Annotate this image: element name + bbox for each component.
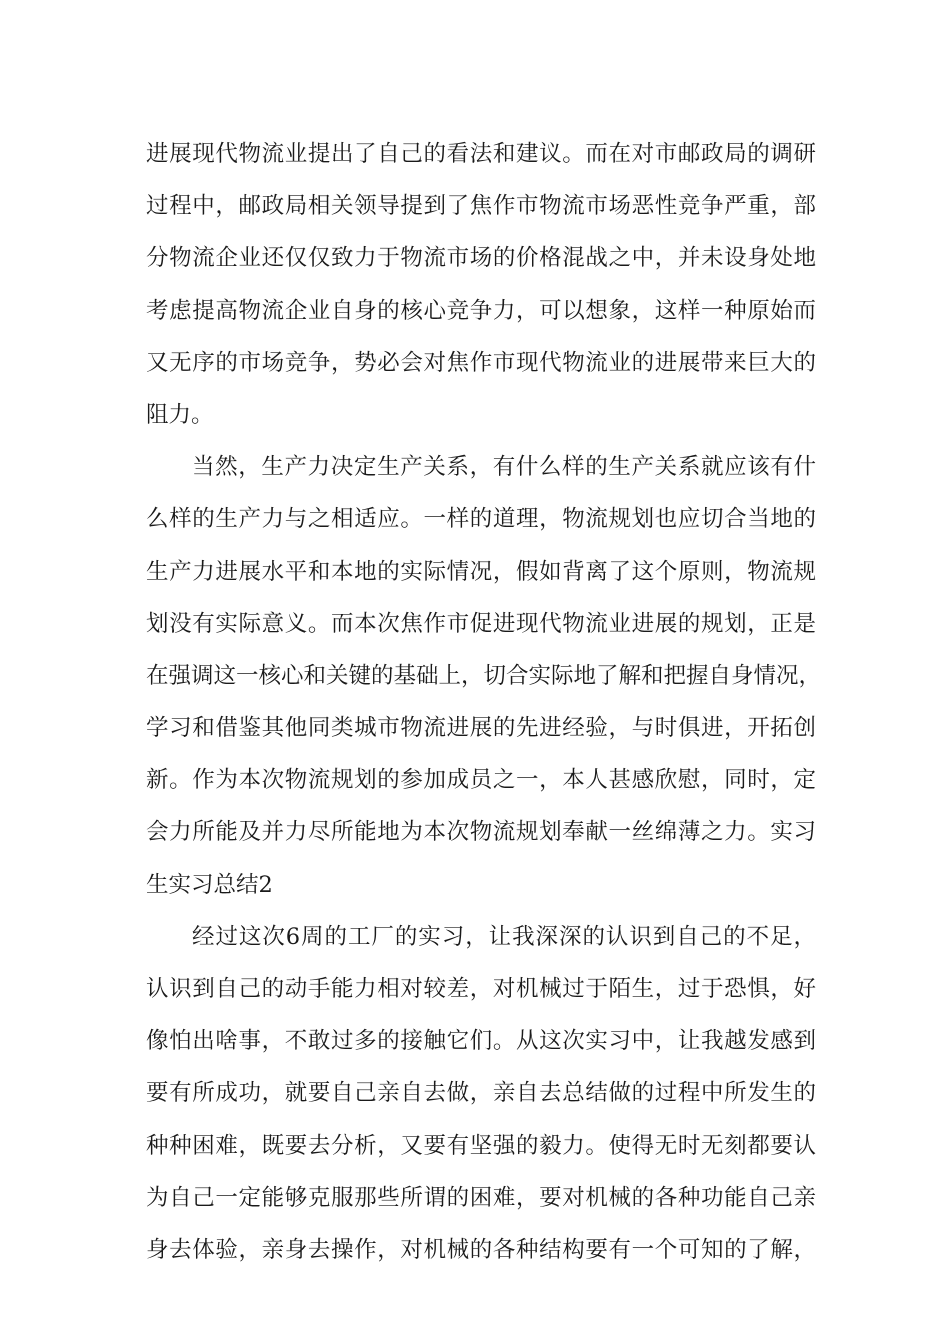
text-line: 过程中，邮政局相关领导提到了焦作市物流市场恶性竞争严重，部 (146, 193, 816, 220)
text-line: 又无序的市场竞争，势必会对焦作市现代物流业的进展带来巨大的 (146, 349, 816, 376)
text-line: 会力所能及并力尽所能地为本次物流规划奉献一丝绵薄之力。实习 (146, 819, 816, 846)
text-line: 身去体验，亲身去操作，对机械的各种结构要有一个可知的了解， (146, 1236, 816, 1263)
text-line: 当然，生产力决定生产关系，有什么样的生产关系就应该有什 (192, 454, 816, 481)
text-line: 种种困难，既要去分析，又要有坚强的毅力。使得无时无刻都要认 (146, 1132, 816, 1159)
text-line: 进展现代物流业提出了自己的看法和建议。而在对市邮政局的调研 (146, 141, 816, 167)
text-line: 像怕出啥事，不敢过多的接触它们。从这次实习中，让我越发感到 (146, 1028, 816, 1055)
paragraph-1 (146, 128, 816, 441)
text-line: 经过这次6周的工厂的实习，让我深深的认识到自己的不足， (192, 923, 816, 950)
text-line: 生产力进展水平和本地的实际情况，假如背离了这个原则，物流规 (146, 558, 816, 585)
text-line: 为自己一定能够克服那些所谓的困难，要对机械的各种功能自己亲 (146, 1184, 816, 1211)
document-body (146, 128, 822, 1276)
text-line: 学习和借鉴其他同类城市物流进展的先进经验，与时俱进，开拓创 (146, 715, 816, 742)
text-line: 认识到自己的动手能力相对较差，对机械过于陌生，过于恐惧，好 (146, 976, 816, 1002)
text-line: 阻力。 (146, 401, 214, 428)
paragraph-2 (146, 441, 822, 911)
text-line: 在强调这一核心和关键的基础上，切合实际地了解和把握自身情况， (146, 662, 822, 689)
text-line: 要有所成功，就要自己亲自去做，亲自去总结做的过程中所发生的 (146, 1080, 816, 1107)
paragraph-3 (146, 911, 816, 1276)
text-line: 新。作为本次物流规划的参加成员之一，本人甚感欣慰，同时，定 (146, 767, 816, 794)
text-line: 分物流企业还仅仅致力于物流市场的价格混战之中，并未设身处地 (146, 245, 816, 272)
text-line: 考虑提高物流企业自身的核心竞争力，可以想象，这样一种原始而 (146, 297, 816, 324)
text-line: 么样的生产力与之相适应。一样的道理，物流规划也应切合当地的 (146, 506, 816, 533)
text-line: 划没有实际意义。而本次焦作市促进现代物流业进展的规划，正是 (146, 610, 816, 637)
text-line: 生实习总结2 (146, 871, 273, 898)
